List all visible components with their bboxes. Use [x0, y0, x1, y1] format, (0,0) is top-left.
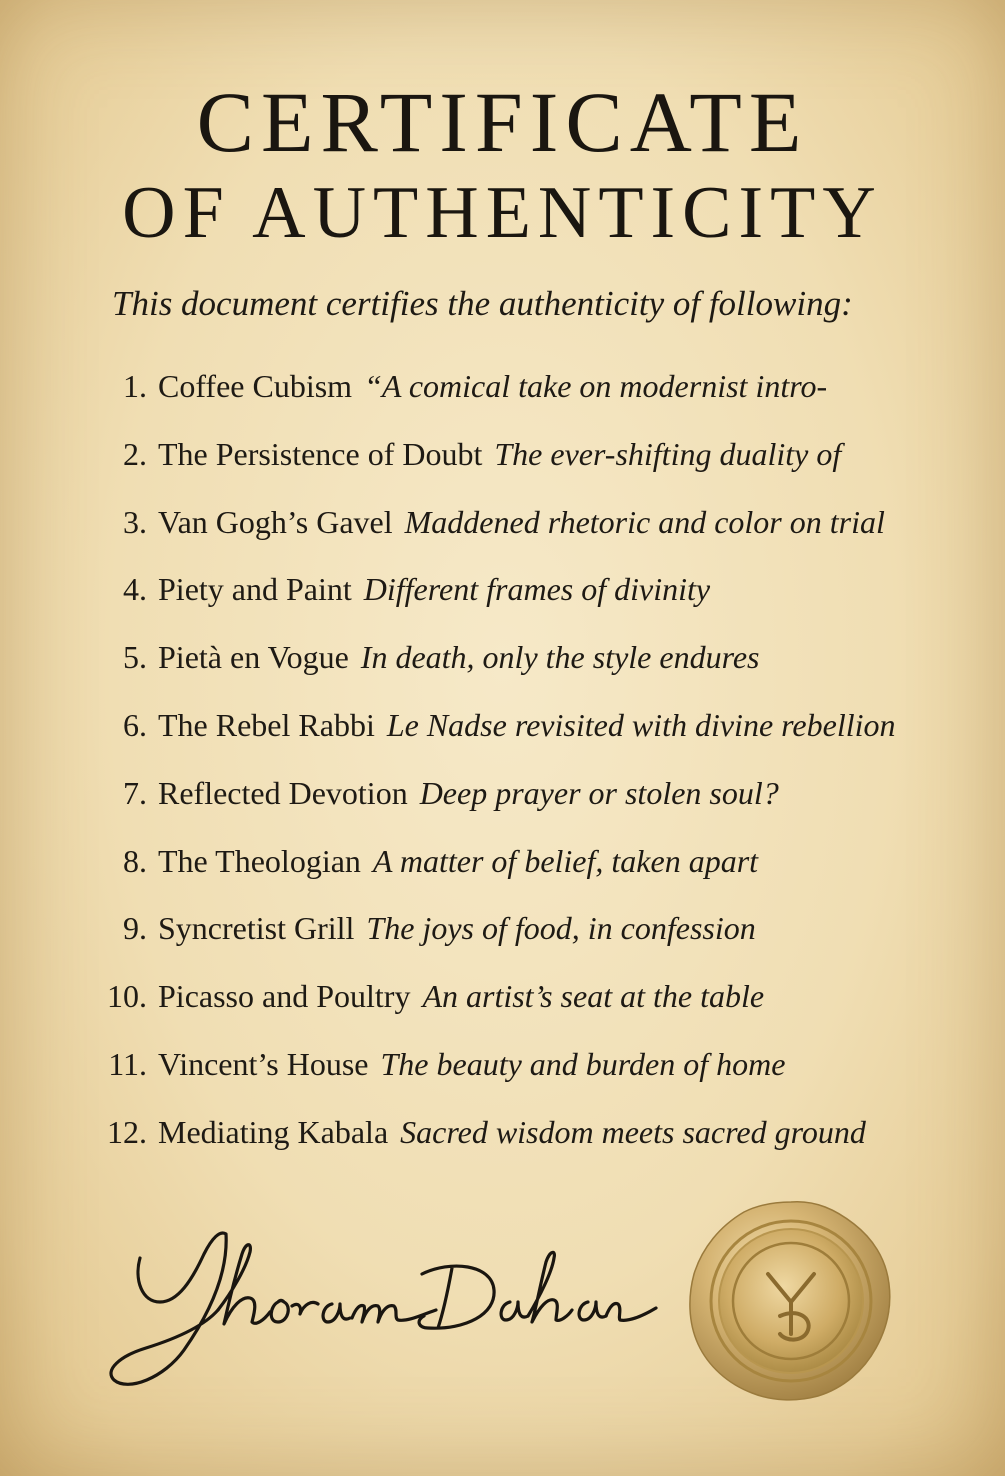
item-number: 7. [123, 774, 147, 811]
item-description: An artist’s seat at the table [422, 978, 765, 1015]
item-description: The ever-shifting duality of [494, 435, 842, 472]
item-description: “A comical take on modernist intro- [364, 368, 828, 404]
item-number: 3. [123, 503, 147, 540]
item-name: The Persistence of Doubt [158, 435, 483, 472]
item-text [158, 496, 885, 548]
item-name: Mediating Kabala [158, 1113, 389, 1150]
item-text [158, 902, 756, 954]
item-description: A matter of belief, taken apart [372, 842, 759, 879]
list-item [0, 1106, 1005, 1174]
item-name: The Theologian [158, 842, 361, 879]
item-description: Sacred wisdom meets sacred ground [400, 1113, 866, 1150]
signature [100, 1210, 660, 1400]
list-item [0, 428, 1005, 496]
item-name: Syncretist Grill [158, 910, 355, 947]
item-name: Coffee Cubism [158, 368, 353, 404]
item-text [158, 631, 760, 683]
list-item [0, 699, 1005, 767]
wax-seal-icon [686, 1196, 896, 1406]
item-name: Picasso and Poultry [158, 978, 411, 1015]
item-name: Pietà en Vogue [158, 639, 349, 676]
list-item [0, 563, 1005, 631]
item-description: Le Nadse revisited with divine rebellion [386, 706, 896, 743]
list-item [0, 902, 1005, 970]
item-description: Different frames of divinity [363, 571, 711, 608]
item-text [158, 767, 779, 819]
list-item [0, 835, 1005, 903]
artwork-list [0, 360, 1005, 1174]
item-name: Reflected Devotion [158, 774, 408, 811]
item-number: 2. [123, 435, 147, 472]
item-name: Vincent’s House [158, 1045, 369, 1082]
item-text [158, 970, 764, 1022]
item-number: 8. [123, 842, 147, 879]
title-line-1: CERTIFICATE [196, 74, 809, 170]
item-description: The beauty and burden of home [380, 1045, 786, 1082]
item-text [158, 428, 841, 480]
item-description: Maddened rhetoric and color on trial [404, 503, 885, 540]
list-item [0, 631, 1005, 699]
item-number: 11. [108, 1045, 147, 1082]
item-text [158, 699, 895, 751]
item-name: Piety and Paint [158, 571, 352, 608]
list-item [0, 767, 1005, 835]
item-number: 12. [107, 1113, 147, 1150]
item-description: In death, only the style endures [360, 639, 760, 676]
item-number: 10. [107, 978, 147, 1015]
item-number: 4. [123, 571, 147, 608]
item-text [158, 835, 758, 887]
item-text [158, 563, 710, 615]
list-item [0, 1038, 1005, 1106]
item-text [158, 360, 827, 412]
item-text [158, 1106, 866, 1158]
item-number: 6. [123, 706, 147, 743]
item-name: Van Gogh’s Gavel [158, 503, 393, 540]
list-item [0, 970, 1005, 1038]
item-description: The joys of food, in confession [366, 910, 756, 947]
item-text [158, 1038, 785, 1090]
list-item [0, 496, 1005, 564]
list-item [0, 360, 1005, 428]
item-name: The Rebel Rabbi [158, 706, 375, 743]
title-line-2: OF AUTHENTICITY [122, 172, 883, 254]
item-description: Deep prayer or stolen soul? [419, 774, 779, 811]
intro-text: This document certifies the authenticity of following: [112, 284, 853, 323]
item-number: 1. [123, 368, 147, 404]
item-number: 5. [123, 639, 147, 676]
item-number: 9. [123, 910, 147, 947]
